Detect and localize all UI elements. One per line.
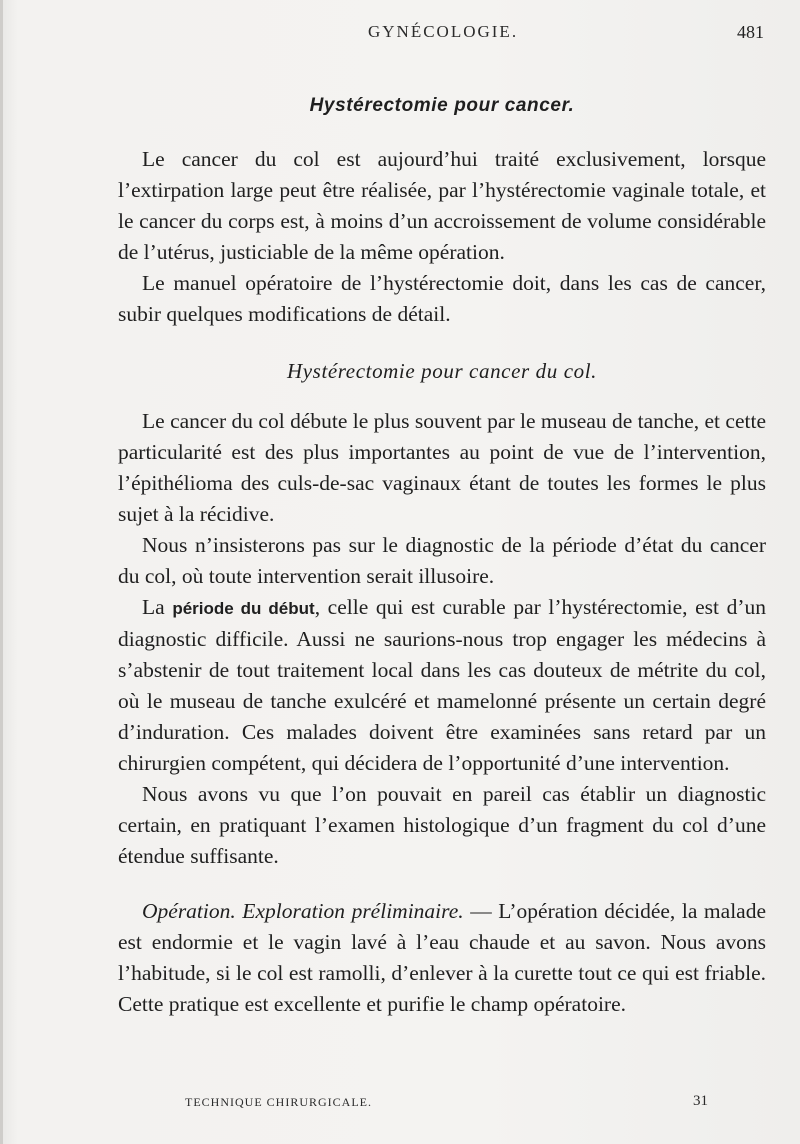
operation-paragraph bbox=[118, 896, 766, 1020]
section-title: Hystérectomie pour cancer. bbox=[309, 95, 575, 116]
emphasized-term: période du début bbox=[172, 599, 315, 618]
operation-heading: Opération. Exploration préliminaire. bbox=[142, 899, 464, 923]
running-title: GYNÉCOLOGIE. bbox=[368, 22, 519, 41]
sheet-number: 31 bbox=[693, 1093, 708, 1109]
paragraph-lead: La bbox=[142, 595, 165, 619]
intro-paragraph-1: Le cancer du col est aujourd’hui traité exclusivement, lorsque l’extirpation large peut être réalisée, par l’hystérectomie vaginale totale, et le cancer du corps est, à moins d’un accroissement de volume considérable de l’utérus, justiciable de la même opération. bbox=[118, 147, 766, 264]
page-number: 481 bbox=[737, 22, 764, 42]
subsection-title: Hystérectomie pour cancer du col. bbox=[286, 359, 598, 383]
page-edge bbox=[0, 0, 3, 1144]
intro-paragraph-2: Le manuel opératoire de l’hystérectomie doit, dans les cas de cancer, subir quelques modifications de détail. bbox=[118, 271, 766, 326]
page-text bbox=[118, 86, 766, 1020]
signature-mark: TECHNIQUE CHIRURGICALE. bbox=[185, 1095, 372, 1109]
running-header bbox=[0, 22, 800, 52]
body-paragraph-2: Nous n’insisterons pas sur le diagnostic de la période d’état du cancer du col, où toute intervention serait illusoire. bbox=[118, 533, 766, 588]
paragraph-spacer bbox=[118, 872, 766, 896]
page-footer bbox=[0, 1095, 800, 1119]
operation-text: — L’opération décidée, la malade est endormie et le vagin lavé à l’eau chaude et au savon. Nous avons l’habitude, si le col est ramolli, d’enlever à la curette tout ce qui est friable. Cette pratique est excellente et purifie le champ opératoire. bbox=[118, 899, 766, 1016]
body-paragraph-3 bbox=[118, 592, 766, 779]
paragraph-rest: , celle qui est curable par l’hystérectomie, est d’un diagnostic difficile. Aussi ne saurions-nous trop engager les médecins à s’abstenir de tout traitement local dans les cas douteux de métrite du col, où le museau de tanche exulcéré et mamelonné présente un certain degré d’induration. Ces malades doivent être examinées sans retard par un chirurgien compétent, qui décidera de l’opportunité d’une intervention. bbox=[118, 595, 767, 775]
body-paragraph-4: Nous avons vu que l’on pouvait en pareil cas établir un diagnostic certain, en pratiquant l’examen histologique d’un fragment du col d’une étendue suffisante. bbox=[118, 782, 766, 868]
body-paragraph-1: Le cancer du col débute le plus souvent par le museau de tanche, et cette particularité est des plus importantes au point de vue de l’intervention, l’épithélioma des culs-de-sac vaginaux étant de toutes les formes le plus sujet à la récidive. bbox=[118, 409, 766, 526]
